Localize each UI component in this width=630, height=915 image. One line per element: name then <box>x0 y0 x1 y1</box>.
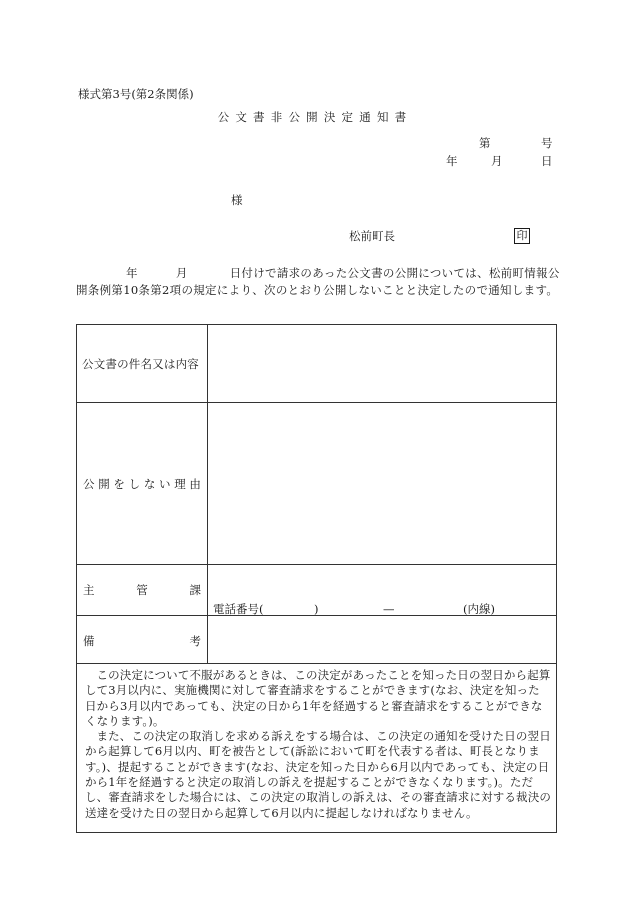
date-year: 年 <box>446 154 458 168</box>
date-month: 月 <box>491 154 503 168</box>
appeal-notice-paragraph-2: また、この決定の取消しを求める訴えをする場合は、この決定の通知を受けた日の翌日から起算して6月以内、町を被告として(訴訟において町を代表する者は、町長となります。)、提起することができます(なお、決定を知った日から6月以内であっても、決定の日から1年を経過すると決定の取消しの訴えを提起することができなくなります。)。ただし、審査請求をした場合には、この決定の取消しの訴えは、その審査請求に対する裁決の送達を受けた日の翌日から起算して6月以内に提起しなければなりません。 <box>85 729 551 820</box>
form-number: 様式第3号(第2条関係) <box>78 87 194 101</box>
row-label-notes: 備 考 <box>83 634 201 648</box>
row-label-reason: 公 開 を し な い 理 由 <box>83 477 201 491</box>
intro-year: 年 <box>126 266 138 280</box>
row-label-document-title: 公文書の件名又は内容 <box>82 357 199 371</box>
row-label-department: 主 管 課 <box>83 583 201 597</box>
phone-extension: (内線) <box>463 602 495 616</box>
intro-month: 月 <box>175 266 188 280</box>
appeal-notice <box>85 668 551 821</box>
appeal-notice-paragraph-1: この決定について不服があるときは、この決定があったことを知った日の翌日から起算して3月以内に、実施機関に対して審査請求をすることができます(なお、決定を知った日から3月以内であっても、決定の日から1年を経過すると審査請求をすることができなくなります。)。 <box>85 668 551 728</box>
phone-close-paren: ) <box>314 602 319 616</box>
seal-box: 印 <box>514 228 530 244</box>
row-divider <box>77 564 556 565</box>
document-number-prefix: 第 <box>479 136 491 150</box>
document-title: 公文書非公開決定通知書 <box>217 110 413 124</box>
phone-dash: — <box>383 602 395 616</box>
row-divider <box>77 663 556 664</box>
row-divider <box>77 402 556 403</box>
decision-table <box>76 324 557 833</box>
intro-paragraph <box>76 265 560 298</box>
intro-text: 日付けで請求のあった公文書の公開については、松前町情報公開条例第10条第2項の規定により、次のとおり公開しないことと決定したので通知します。 <box>76 266 560 297</box>
addressee-honorific: 様 <box>231 193 243 207</box>
issuer-name: 松前町長 <box>349 229 395 243</box>
table-column-divider <box>207 325 208 663</box>
phone-label: 電話番号( <box>213 602 264 616</box>
date-day: 日 <box>541 154 553 168</box>
document-number-suffix: 号 <box>541 136 553 150</box>
